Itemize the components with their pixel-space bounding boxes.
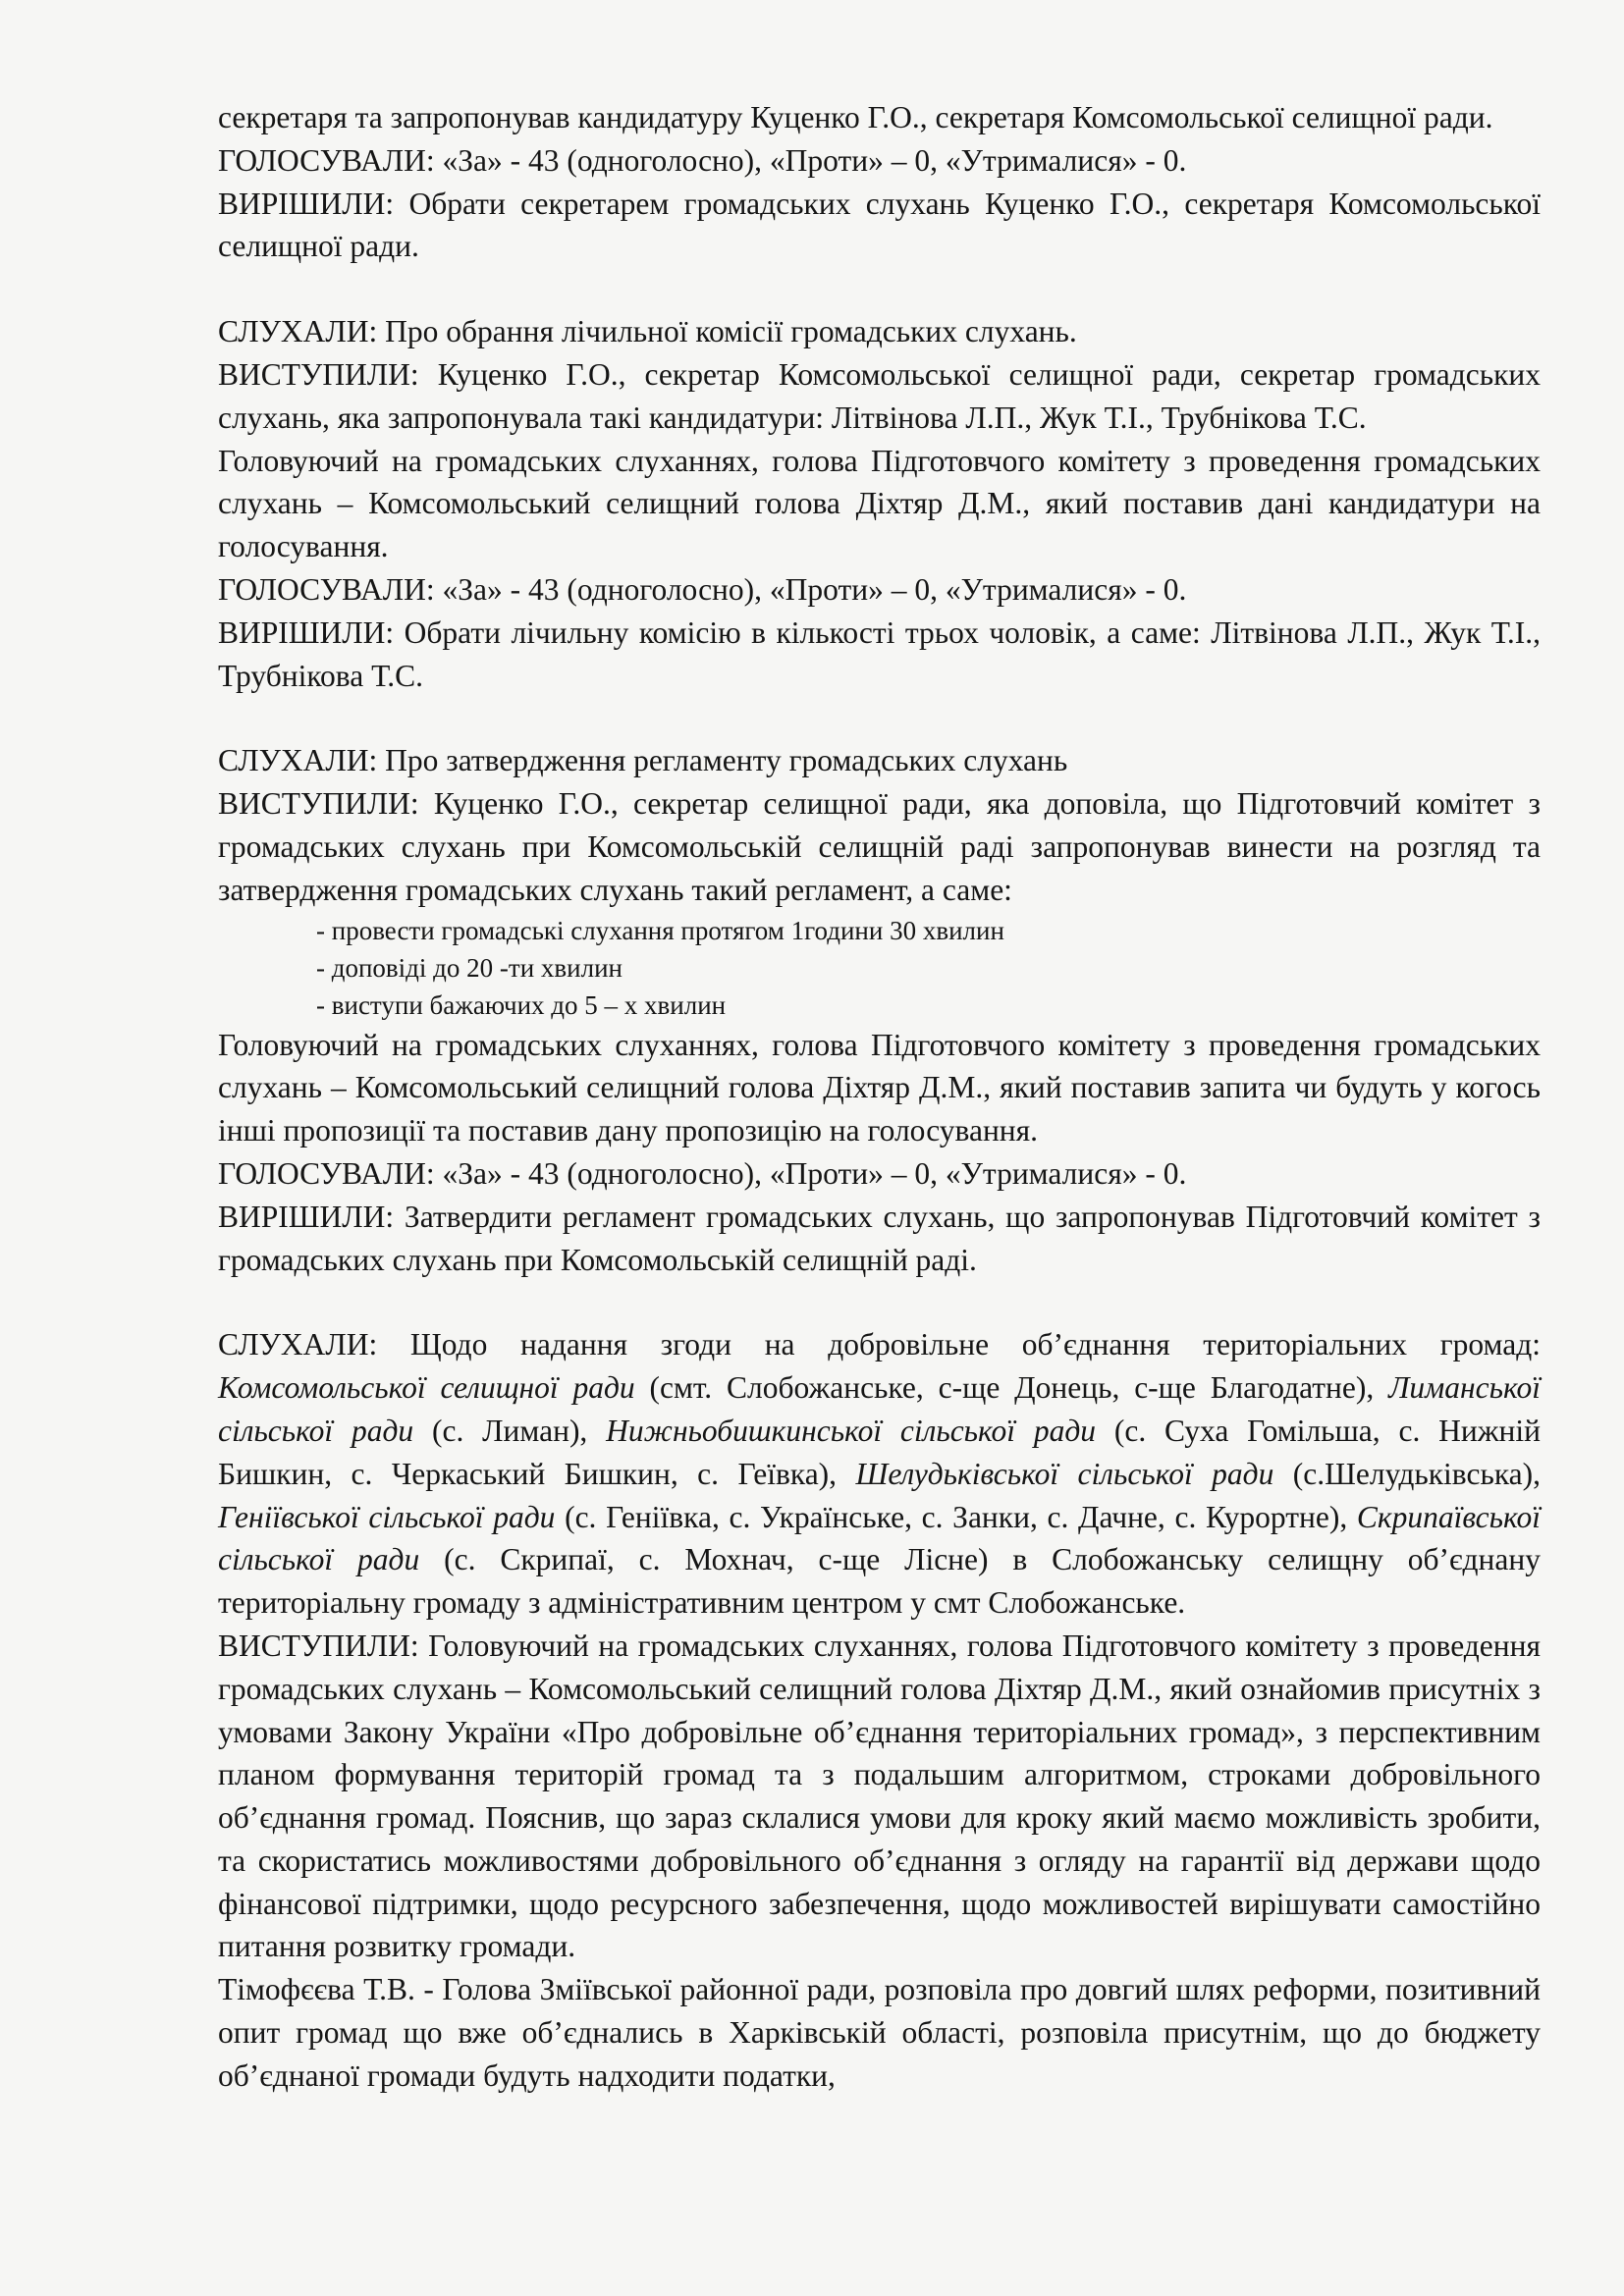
list-item: - виступи бажаючих до 5 – х хвилин xyxy=(316,987,1541,1024)
paragraph-speakers-2: ВИСТУПИЛИ: Куценко Г.О., секретар Комсомольської селищної ради, секретар громадських слухань, яка запропонувала такі кандидатури: Літвінова Л.П., Жук Т.І., Трубнікова Т.С. xyxy=(218,356,1541,435)
paragraph-vote-2: ГОЛОСУВАЛИ: «За» - 43 (одноголосно), «Проти» – 0, «Утрималися» - 0. xyxy=(218,571,1187,607)
regulations-list xyxy=(218,912,1541,1024)
text-run: (с. Суха Гомільша, с. Нижній Бишкин, с. Черкаський Бишкин, с. Геївка), xyxy=(218,1413,1541,1491)
paragraph-chair-3: Головуючий на громадських слуханнях, голова Підготовчого комітету з проведення громадських слухань – Комсомольський селищний голова Діхтяр Д.М., який поставив запита чи будуть у когось інші пропозиції та поставив дану пропозицію на голосування. xyxy=(218,1027,1541,1148)
text-run: (с. Геніївка, с. Українське, с. Занки, с. Дачне, с. Курортне), xyxy=(555,1499,1357,1534)
text-run: СЛУХАЛИ: Щодо надання згоди на добровільне об’єднання територіальних громад: xyxy=(218,1327,1541,1362)
paragraph-chair-2: Головуючий на громадських слуханнях, голова Підготовчого комітету з проведення громадських слухань – Комсомольський селищний голова Діхтяр Д.М., який поставив дані кандидатури на голосування. xyxy=(218,443,1541,564)
paragraph-decision-3: ВИРІШИЛИ: Затвердити регламент громадських слухань, що запропонував Підготовчий комітет з громадських слухань при Комсомольській селищній раді. xyxy=(218,1199,1541,1277)
paragraph-vote-3: ГОЛОСУВАЛИ: «За» - 43 (одноголосно), «Проти» – 0, «Утрималися» - 0. xyxy=(218,1155,1187,1191)
text-run: (с. Лиман), xyxy=(413,1413,607,1448)
section-gap xyxy=(218,268,1541,310)
council-name-italic: Скрипаївської сільської ради xyxy=(218,1499,1541,1577)
paragraph-secretary-nomination: секретаря та запропонував кандидатуру Куценко Г.О., секретаря Комсомольської селищної ради. xyxy=(218,100,1493,134)
paragraph-decision-1: ВИРІШИЛИ: Обрати секретарем громадських слухань Куценко Г.О., секретаря Комсомольської селищної ради. xyxy=(218,186,1541,264)
section-gap xyxy=(218,697,1541,739)
paragraph-heard-counting-commission: СЛУХАЛИ: Про обрання лічильної комісії громадських слухань. xyxy=(218,314,1077,349)
paragraph-speakers-4: ВИСТУПИЛИ: Головуючий на громадських слуханнях, голова Підготовчого комітету з проведення громадських слухань – Комсомольський селищний голова Діхтяр Д.М., який ознайомив присутніх з умовами Закону України «Про добровільне об’єднання територіальних громад», з перспективним планом формування територій громад та з подальшим алгоритмом, строками добровільного об’єднання громад. Пояснив, що зараз склалися умови для кроку який маємо можливість зробити, та скористатись можливостями добровільного об’єднання з огляду на гарантії від держави щодо фінансової підтримки, щодо ресурсного забезпечення, щодо можливостей вирішувати самостійно питання розвитку громади. xyxy=(218,1628,1541,1964)
council-name-italic: Шелудьківської сільської ради xyxy=(855,1456,1274,1491)
list-item: - доповіді до 20 -ти хвилин xyxy=(316,949,1541,987)
paragraph-vote-1: ГОЛОСУВАЛИ: «За» - 43 (одноголосно), «Проти» – 0, «Утрималися» - 0. xyxy=(218,142,1187,178)
council-name-italic: Комсомольської селищної ради xyxy=(218,1370,635,1406)
paragraph-timofeeva: Тімофєєва Т.В. - Голова Зміївської районної ради, розповіла про довгий шлях реформи, позитивний опит громад що вже об’єднались в Харківській області, розповіла присутнім, що до бюджету об’єднаної громади будуть надходити податки, xyxy=(218,1972,1541,2093)
paragraph-decision-2: ВИРІШИЛИ: Обрати лічильну комісію в кількості трьох чоловік, а саме: Літвінова Л.П., Жук Т.І., Трубнікова Т.С. xyxy=(218,614,1541,693)
paragraph-speakers-3: ВИСТУПИЛИ: Куценко Г.О., секретар селищної ради, яка доповіла, що Підготовчий комітет з громадських слухань при Комсомольській селищній раді запропонував винести на розгляд та затвердження громадських слухань такий регламент, а саме: xyxy=(218,786,1541,907)
list-item: - провести громадські слухання протягом 1години 30 хвилин xyxy=(316,912,1541,949)
paragraph-heard-unification xyxy=(218,1323,1541,1625)
text-run: (с. Скрипаї, с. Мохнач, с-ще Лісне) в Слобожанську селищну об’єднану територіальну громаду з адміністративним центром у смт Слобожанське. xyxy=(218,1542,1542,1621)
council-name-italic: Нижньобишкинської сільської ради xyxy=(606,1413,1097,1448)
text-run: (смт. Слобожанське, с-ще Донець, с-ще Благодатне), xyxy=(634,1370,1389,1406)
text-run: (с.Шелудьківська), xyxy=(1273,1456,1542,1491)
section-gap xyxy=(218,1281,1541,1323)
paragraph-heard-regulations: СЛУХАЛИ: Про затвердження регламенту громадських слухань xyxy=(218,743,1068,778)
council-name-italic: Геніївської сільської ради xyxy=(218,1499,556,1534)
council-name-italic: Лиманської сільської ради xyxy=(218,1370,1542,1448)
